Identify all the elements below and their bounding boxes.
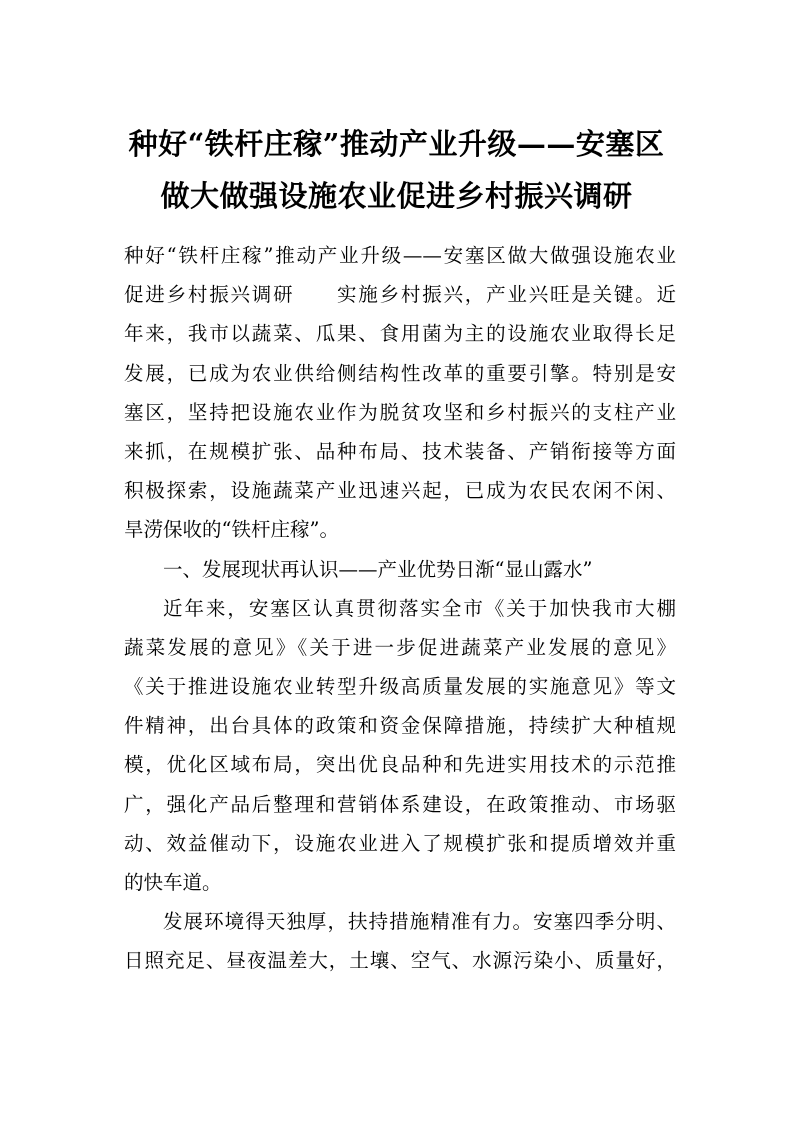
body-line: 《关于推进设施农业转型升级高质量发展的实施意见》等文 bbox=[124, 675, 676, 699]
body-line: 蔬菜发展的意见》《关于进一步促进蔬菜产业发展的意见》 bbox=[124, 635, 676, 659]
body-line: 塞区，坚持把设施农业作为脱贫攻坚和乡村振兴的支柱产业 bbox=[124, 400, 676, 424]
document-title-line-1: 种好“铁杆庄稼”推动产业升级——安塞区 bbox=[128, 127, 665, 161]
body-line: 发展环境得天独厚，扶持措施精准有力。安塞四季分明、 bbox=[163, 910, 676, 934]
body-line: 种好“铁杆庄稼”推动产业升级——安塞区做大做强设施农业 bbox=[124, 244, 676, 267]
body-line: 日照充足、昼夜温差大，土壤、空气、水源污染小、质量好， bbox=[124, 949, 676, 973]
document-body bbox=[124, 236, 676, 981]
body-line: 的快车道。 bbox=[124, 871, 222, 894]
body-line: 旱涝保收的“铁杆庄稼”。 bbox=[124, 518, 339, 542]
body-line: 件精神，出台具体的政策和资金保障措施，持续扩大种植规 bbox=[124, 714, 676, 738]
body-line: 来抓，在规模扩张、品种布局、技术装备、产销衔接等方面 bbox=[124, 439, 676, 463]
document-title-line-2: 做大做强设施农业促进乡村振兴调研 bbox=[160, 179, 633, 213]
body-line: 发展，已成为农业供给侧结构性改革的重要引擎。特别是安 bbox=[124, 361, 676, 385]
section-heading: 一、发展现状再认识——产业优势日渐“显山露水” bbox=[163, 557, 593, 581]
body-line: 广，强化产品后整理和营销体系建设，在政策推动、市场驱 bbox=[124, 792, 676, 816]
body-line: 积极探索，设施蔬菜产业迅速兴起，已成为农民农闲不闲、 bbox=[124, 479, 676, 503]
body-line: 促进乡村振兴调研 实施乡村振兴，产业兴旺是关键。近 bbox=[124, 283, 676, 307]
body-line: 近年来，安塞区认真贯彻落实全市《关于加快我市大棚 bbox=[163, 596, 676, 620]
body-line: 模，优化区域布局，突出优良品种和先进实用技术的示范推 bbox=[124, 753, 676, 777]
body-line: 动、效益催动下，设施农业进入了规模扩张和提质增效并重 bbox=[124, 831, 676, 855]
body-line: 年来，我市以蔬菜、瓜果、食用菌为主的设施农业取得长足 bbox=[124, 322, 676, 346]
